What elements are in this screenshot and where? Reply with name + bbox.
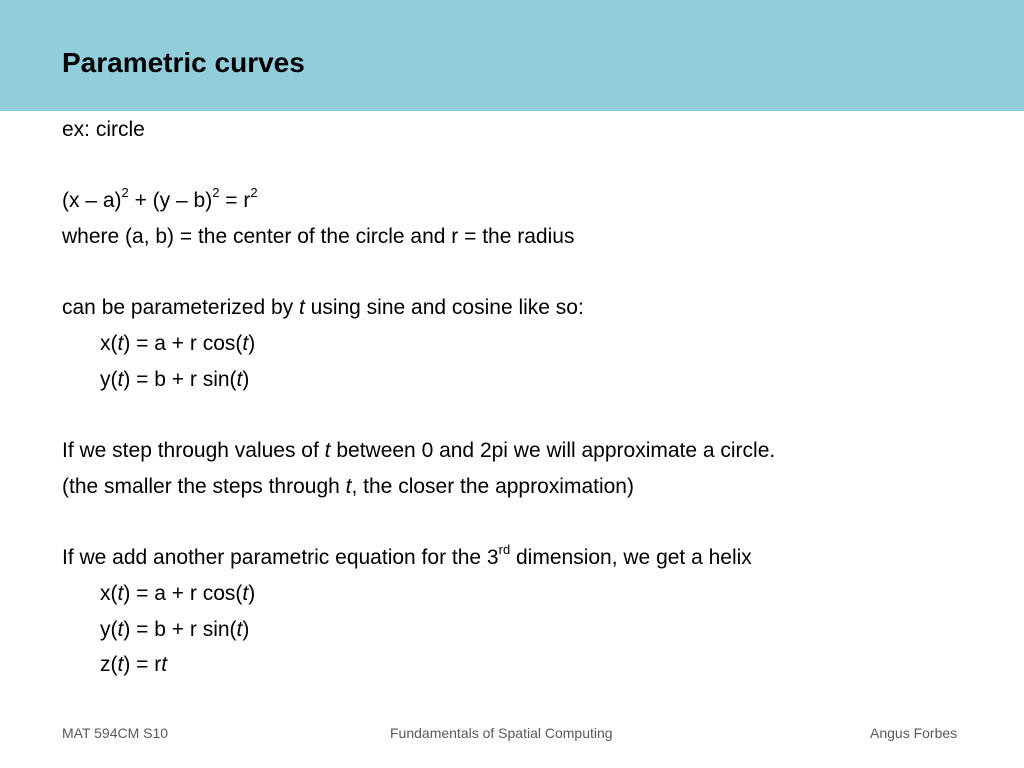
t-variable: t [242, 332, 249, 356]
t-variable: t [161, 653, 168, 677]
text-run: ) = b + r sin( [123, 617, 237, 641]
example-label: ex: circle [62, 118, 145, 141]
footer-course-title: Fundamentals of Spatial Computing [390, 725, 613, 741]
helix-y-equation [62, 612, 1002, 648]
eq-part: (x – a) [62, 189, 122, 213]
smaller-steps-line [62, 469, 1002, 505]
text-run: If we step through values of [62, 439, 325, 463]
t-variable: t [242, 581, 249, 605]
text-run: z( [100, 653, 118, 677]
footer-course: MAT 594CM S10 [62, 725, 169, 741]
x-equation [62, 326, 1002, 362]
circle-equation [62, 183, 1002, 219]
blank-line [62, 505, 1002, 541]
text-run: dimension, we get a helix [510, 546, 752, 570]
ordinal-suffix: rd [498, 542, 511, 558]
t-variable: t [345, 474, 352, 498]
t-variable: t [324, 439, 331, 463]
blank-line [62, 398, 1002, 434]
text-run: using sine and cosine like so: [304, 296, 584, 320]
helix-z-equation [62, 647, 1002, 683]
eq-part: + (y – b) [128, 189, 213, 213]
t-variable: t [236, 367, 243, 391]
text-run: If we add another parametric equation for the 3 [62, 546, 499, 570]
blank-line [62, 255, 1002, 291]
t-variable: t [298, 296, 305, 320]
text-run: y( [100, 617, 118, 641]
text-run: can be parameterized by [62, 296, 299, 320]
helix-x-equation [62, 576, 1002, 612]
t-variable: t [117, 581, 124, 605]
text-run: ) = b + r sin( [123, 367, 237, 391]
slide-body [62, 112, 1002, 683]
parameterize-intro [62, 290, 1002, 326]
text-run: y( [100, 367, 118, 391]
t-variable: t [236, 617, 243, 641]
exponent: 2 [250, 185, 258, 201]
t-variable: t [117, 617, 124, 641]
text-run: ) [242, 617, 250, 641]
text-run: x( [100, 581, 118, 605]
slide-title: Parametric curves [62, 47, 305, 78]
t-variable: t [117, 367, 124, 391]
eq-part: = r [219, 189, 251, 213]
helix-line [62, 540, 1002, 576]
text-run: (the smaller the steps through [62, 474, 346, 498]
text-run: ) [242, 367, 250, 391]
exponent: 2 [121, 185, 129, 201]
t-variable: t [117, 332, 124, 356]
step-line [62, 433, 1002, 469]
title-bar [0, 0, 1024, 111]
text-run: x( [100, 332, 118, 356]
text-run: ) = a + r cos( [123, 581, 243, 605]
text-run: between 0 and 2pi we will approximate a circle. [330, 439, 776, 463]
blank-line [62, 148, 1002, 184]
exponent: 2 [212, 185, 220, 201]
where-line: where (a, b) = the center of the circle and r = the radius [62, 225, 575, 249]
footer-author: Angus Forbes [870, 725, 958, 741]
t-variable: t [117, 653, 124, 677]
text-run: ) [248, 332, 256, 356]
y-equation [62, 362, 1002, 398]
text-run: , the closer the approximation) [351, 474, 634, 498]
text-run: ) [248, 581, 256, 605]
text-run: ) = a + r cos( [123, 332, 243, 356]
text-run: ) = r [123, 653, 162, 677]
